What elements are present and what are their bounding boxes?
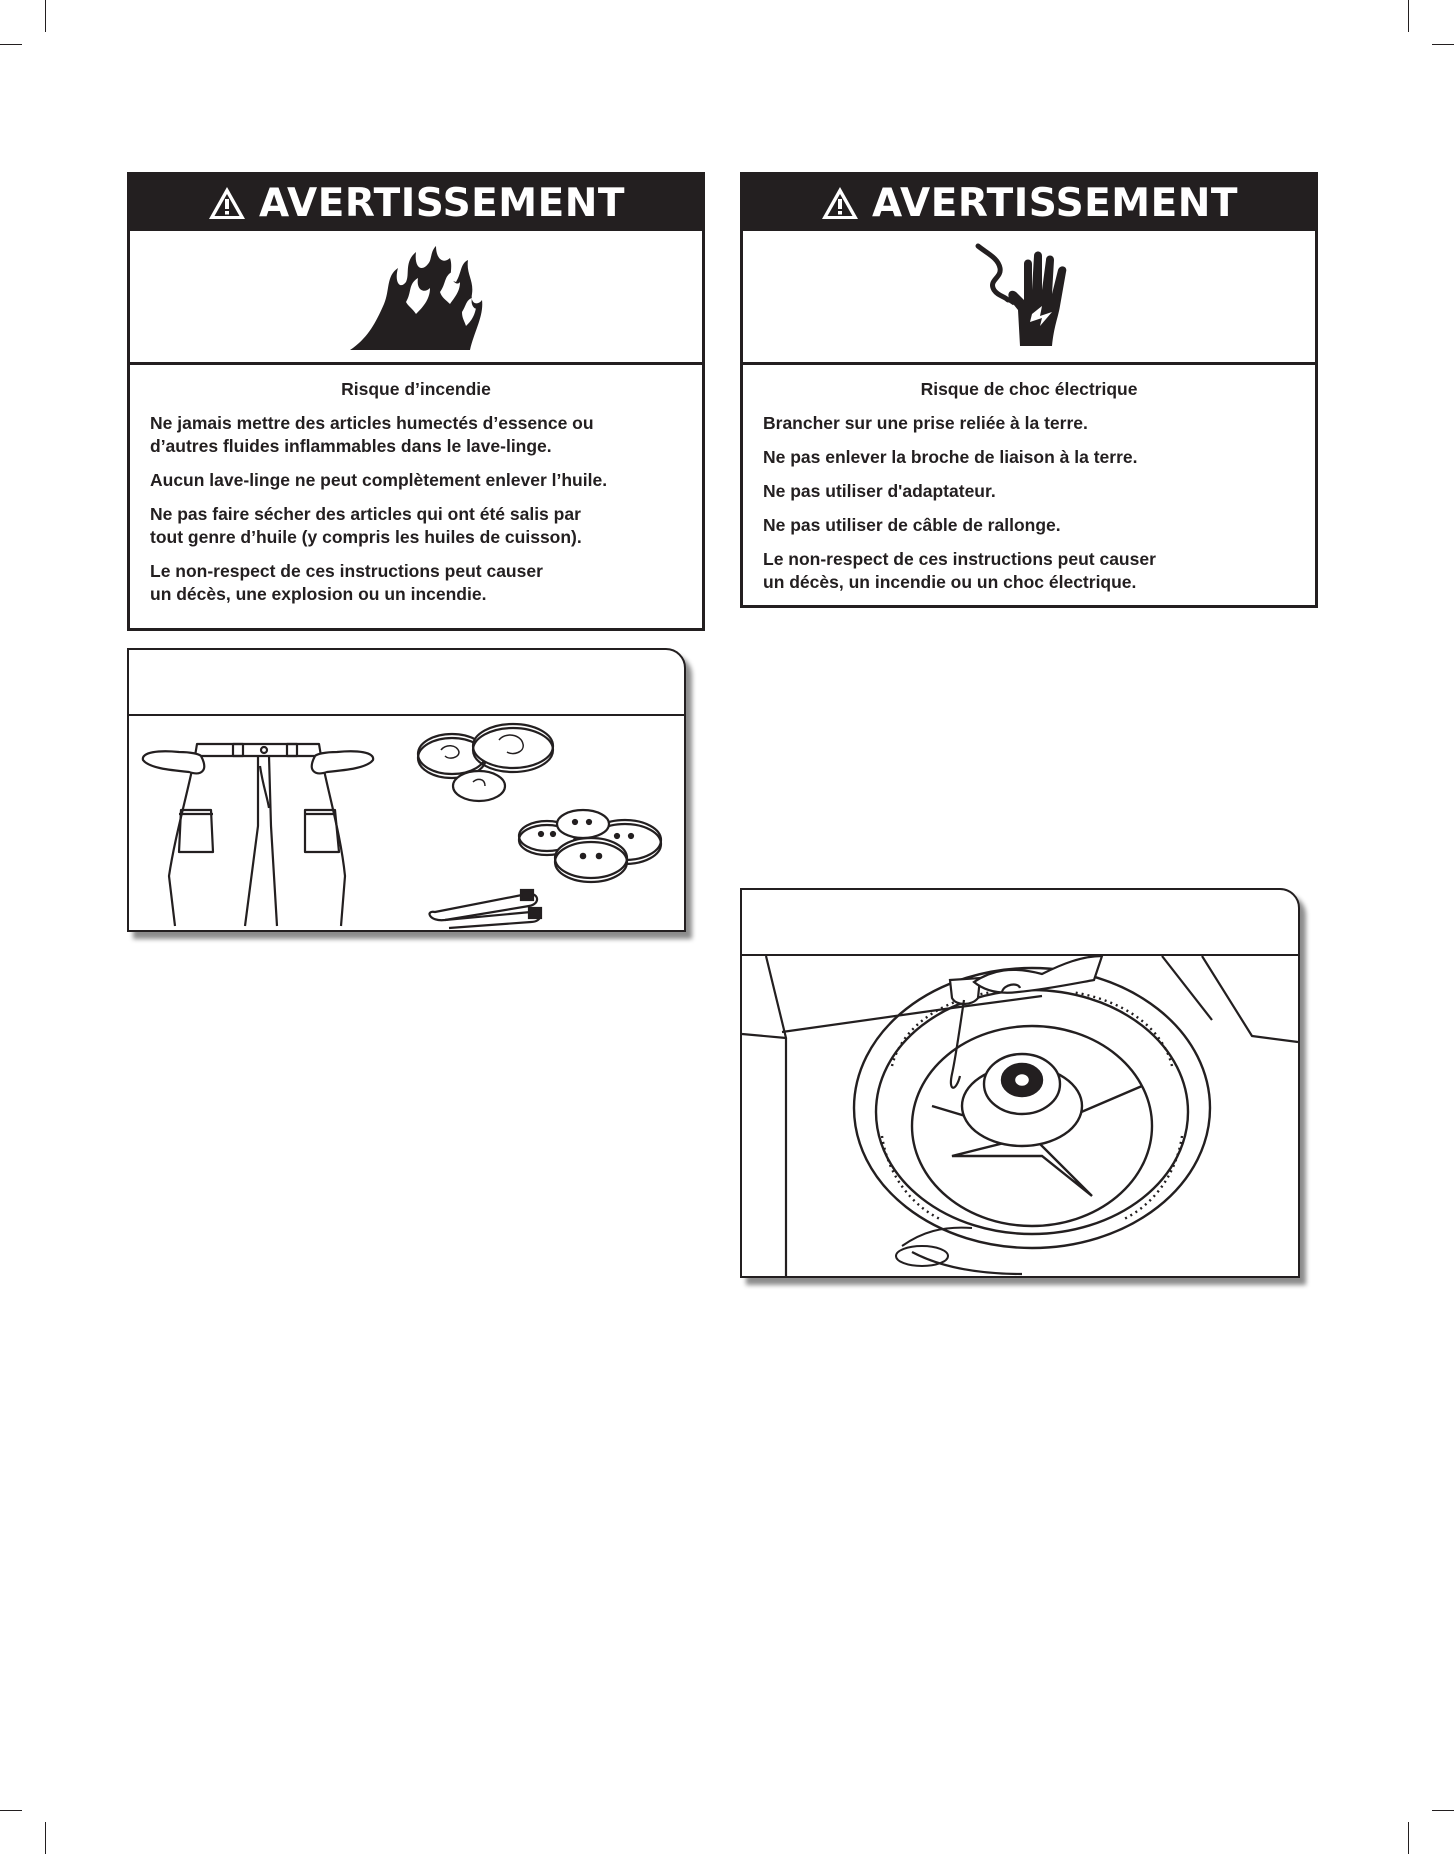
fire-warning-box	[127, 172, 705, 631]
warning-subtitle: Risque de choc électrique	[920, 379, 1138, 399]
crop-mark	[1408, 0, 1409, 32]
coins-icon	[418, 724, 553, 801]
crop-mark	[1432, 1810, 1454, 1811]
warning-line: Ne pas enlever la broche de liaison à la terre.	[763, 447, 1138, 467]
illustration-header	[129, 650, 684, 716]
warning-header	[743, 175, 1315, 231]
flame-icon	[346, 242, 486, 352]
detergent-cup-icon	[950, 978, 980, 1088]
crop-mark	[0, 1810, 22, 1811]
pockets-scene	[129, 716, 684, 932]
washer-drum-icon	[854, 968, 1210, 1248]
warning-line: Ne pas utiliser d'adaptateur.	[763, 481, 996, 501]
shock-warning-box	[740, 172, 1318, 608]
warning-body	[130, 365, 702, 606]
warning-line: Ne jamais mettre des articles humectés d’essence ou d’autres fluides inflammables dans le lave-linge.	[150, 413, 594, 456]
crop-mark	[45, 1822, 46, 1854]
crop-mark	[45, 0, 46, 32]
washer-detergent-illustration	[740, 888, 1300, 1278]
warning-line: Ne pas utiliser de câble de rallonge.	[763, 515, 1061, 535]
washer-lid-edge	[742, 956, 786, 1038]
pants-icon	[143, 744, 373, 926]
warning-subtitle: Risque d’incendie	[341, 379, 491, 399]
warning-line: Ne pas faire sécher des articles qui ont été salis par tout genre d’huile (y compris les huiles de cuisson).	[150, 504, 582, 547]
warning-header-label: AVERTISSEMENT	[258, 180, 625, 226]
warning-line: Brancher sur une prise reliée à la terre.	[763, 413, 1088, 433]
warning-line: Le non-respect de ces instructions peut causer un décès, une explosion ou un incendie.	[150, 561, 543, 604]
crop-mark	[1432, 44, 1454, 45]
washer-scene	[742, 956, 1298, 1278]
warning-line: Le non-respect de ces instructions peut causer un décès, un incendie ou un choc électrique.	[763, 549, 1156, 592]
warning-symbol-panel	[743, 231, 1315, 365]
warning-symbol-panel	[130, 231, 702, 365]
crop-mark	[1408, 1822, 1409, 1854]
warning-body	[743, 365, 1315, 594]
warning-triangle-icon	[207, 185, 247, 221]
crop-mark	[0, 44, 22, 45]
buttons-icon	[519, 810, 661, 882]
warning-line: Aucun lave-linge ne peut complètement enlever l’huile.	[150, 470, 608, 490]
hand-icon	[974, 956, 1102, 993]
safety-pins-icon	[430, 890, 541, 928]
warning-triangle-icon	[820, 185, 860, 221]
illustration-header	[742, 890, 1298, 956]
electric-shock-hand-icon	[974, 242, 1084, 352]
empty-pockets-illustration	[127, 648, 686, 932]
warning-header	[130, 175, 702, 231]
warning-header-label: AVERTISSEMENT	[871, 180, 1238, 226]
